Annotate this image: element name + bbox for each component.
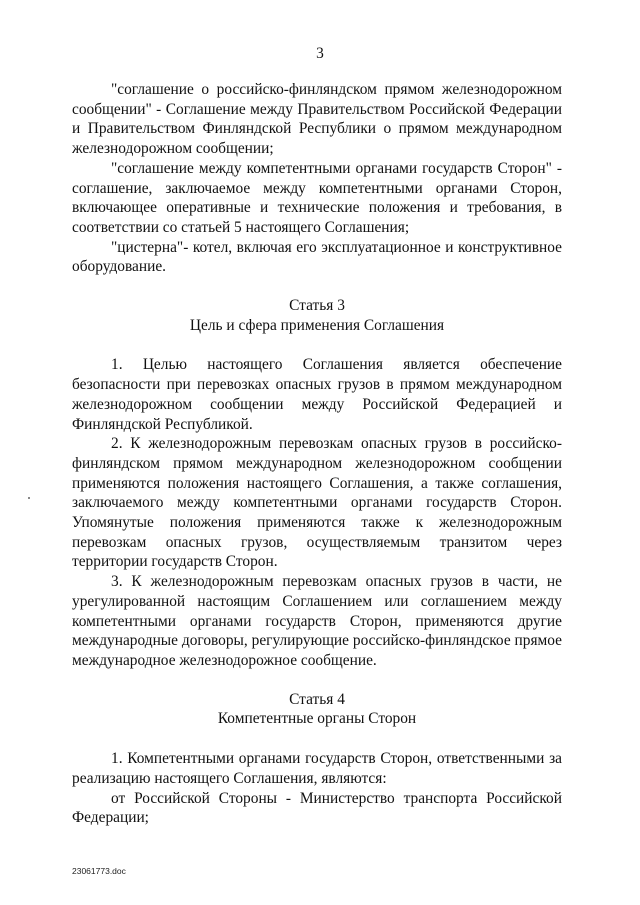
article-3-paragraph-1: 1. Целью настоящего Соглашения является обеспечение безопасности при перевозках опасных грузов в прямом международном железнодорожном сообщении между Российской Федерацией и Финляндской Республикой.: [72, 356, 562, 433]
page-number: 3: [316, 45, 324, 62]
definition-paragraph: "соглашение между компетентными органами государств Сторон" - соглашение, заключаемое между компетентными органами Сторон, включающее оперативные и технические положения и требования, в соответствии со статьей 5 настоящего Соглашения;: [72, 159, 562, 236]
article-4-title: Компетентные органы Сторон: [217, 710, 417, 728]
document-body: [72, 80, 562, 828]
article-4-paragraph-1: 1. Компетентными органами государств Сторон, ответственными за реализацию настоящего Соглашения, являются:: [72, 750, 562, 787]
footer-filename: 23061773.doc: [72, 866, 126, 876]
article-3-paragraph-2: 2. К железнодорожным перевозкам опасных грузов в российско-финляндском прямом международном железнодорожном сообщении применяются положения настоящего Соглашения, а также соглашения, заключаемого между компетентными органами государств Сторон. Упомянутые положения применяются также к железнодорожным перевозкам опасных грузов, осуществляемым транзитом через территории государств Сторон.: [72, 435, 562, 571]
article-3-title: Цель и сфера применения Соглашения: [189, 316, 445, 334]
definition-paragraph: "цистерна"- котел, включая его эксплуатационное и конструктивное оборудование.: [72, 238, 562, 276]
article-3-number: Статья 3: [289, 297, 345, 315]
article-3-paragraph-3: 3. К железнодорожным перевозкам опасных грузов в части, не урегулированной настоящим Соглашением или соглашением между компетентными органами государств Сторон, применяются другие международные договоры, регулирующие российско-финляндское прямое международное железнодорожное сообщение.: [72, 573, 562, 669]
definition-paragraph: "соглашение о российско-финляндском прямом железнодорожном сообщении" - Соглашение между Правительством Российской Федерации и Правительством Финляндской Республики о прямом международном железнодорожном сообщении;: [72, 81, 562, 158]
article-4-number: Статья 4: [289, 690, 345, 708]
article-4-paragraph-2: от Российской Стороны - Министерство транспорта Российской Федерации;: [72, 789, 562, 827]
scan-mark: [28, 497, 30, 499]
